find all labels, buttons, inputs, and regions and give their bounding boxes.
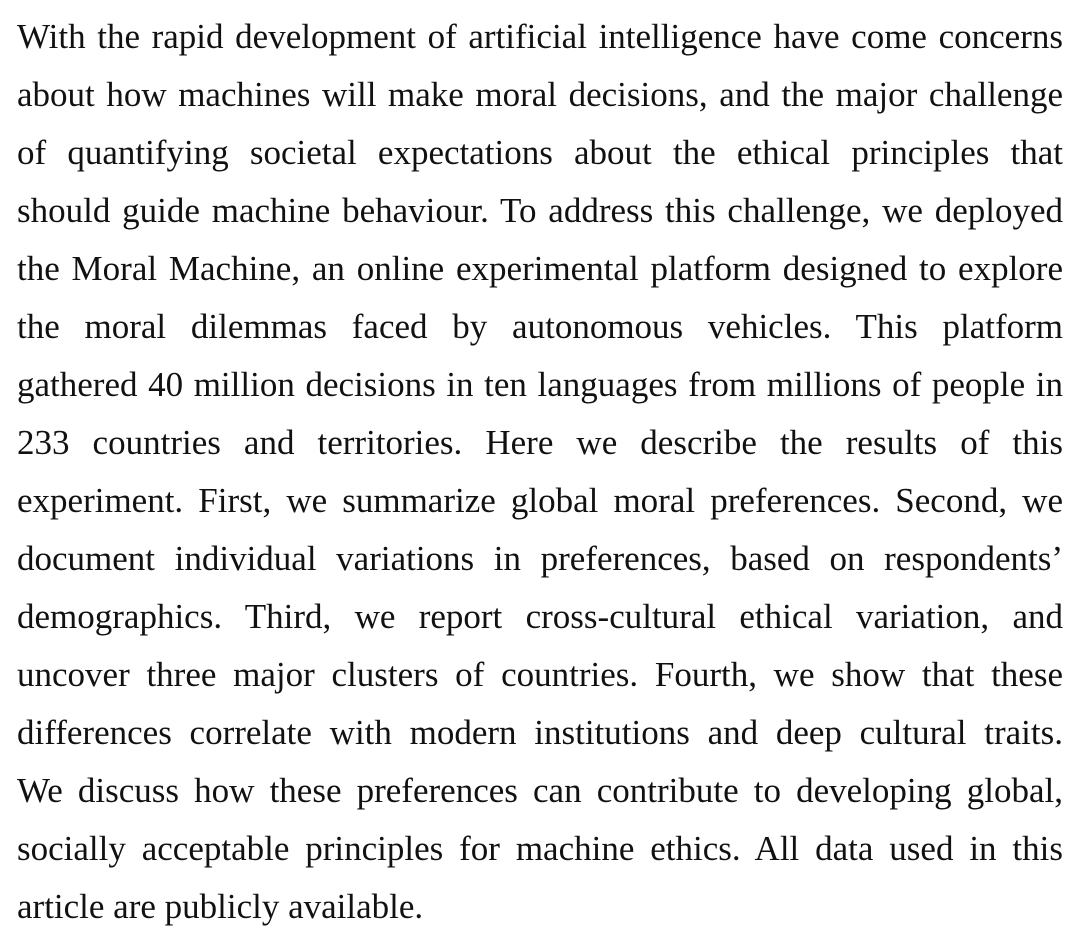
abstract-line-13: differences correlate with modern institutions and deep cultural traits. (17, 713, 1063, 752)
abstract-paragraph (17, 8, 1063, 936)
abstract-line-3: of quantifying societal expectations about the ethical principles that (17, 133, 1063, 172)
abstract-line-4: should guide machine behaviour. To address this challenge, we deployed (17, 191, 1063, 230)
abstract-line-2: about how machines will make moral decisions, and the major challenge (17, 75, 1063, 114)
abstract-line-1: With the rapid development of artificial intelligence have come concerns (17, 17, 1063, 56)
abstract-line-7: gathered 40 million decisions in ten languages from millions of people in (17, 365, 1063, 404)
abstract-line-11: demographics. Third, we report cross-cultural ethical variation, and (17, 597, 1063, 636)
abstract-line-6: the moral dilemmas faced by autonomous vehicles. This platform (17, 307, 1063, 346)
abstract-line-14: We discuss how these preferences can contribute to developing global, (17, 771, 1063, 810)
abstract-line-10: document individual variations in preferences, based on respondents’ (17, 539, 1063, 578)
abstract-line-8: 233 countries and territories. Here we describe the results of this (17, 423, 1063, 462)
abstract-line-12: uncover three major clusters of countries. Fourth, we show that these (17, 655, 1063, 694)
abstract-line-9: experiment. First, we summarize global moral preferences. Second, we (17, 481, 1063, 520)
abstract-line-16: article are publicly available. (17, 887, 424, 926)
abstract-line-15: socially acceptable principles for machine ethics. All data used in this (17, 829, 1063, 868)
abstract-line-5: the Moral Machine, an online experimental platform designed to explore (17, 249, 1063, 288)
